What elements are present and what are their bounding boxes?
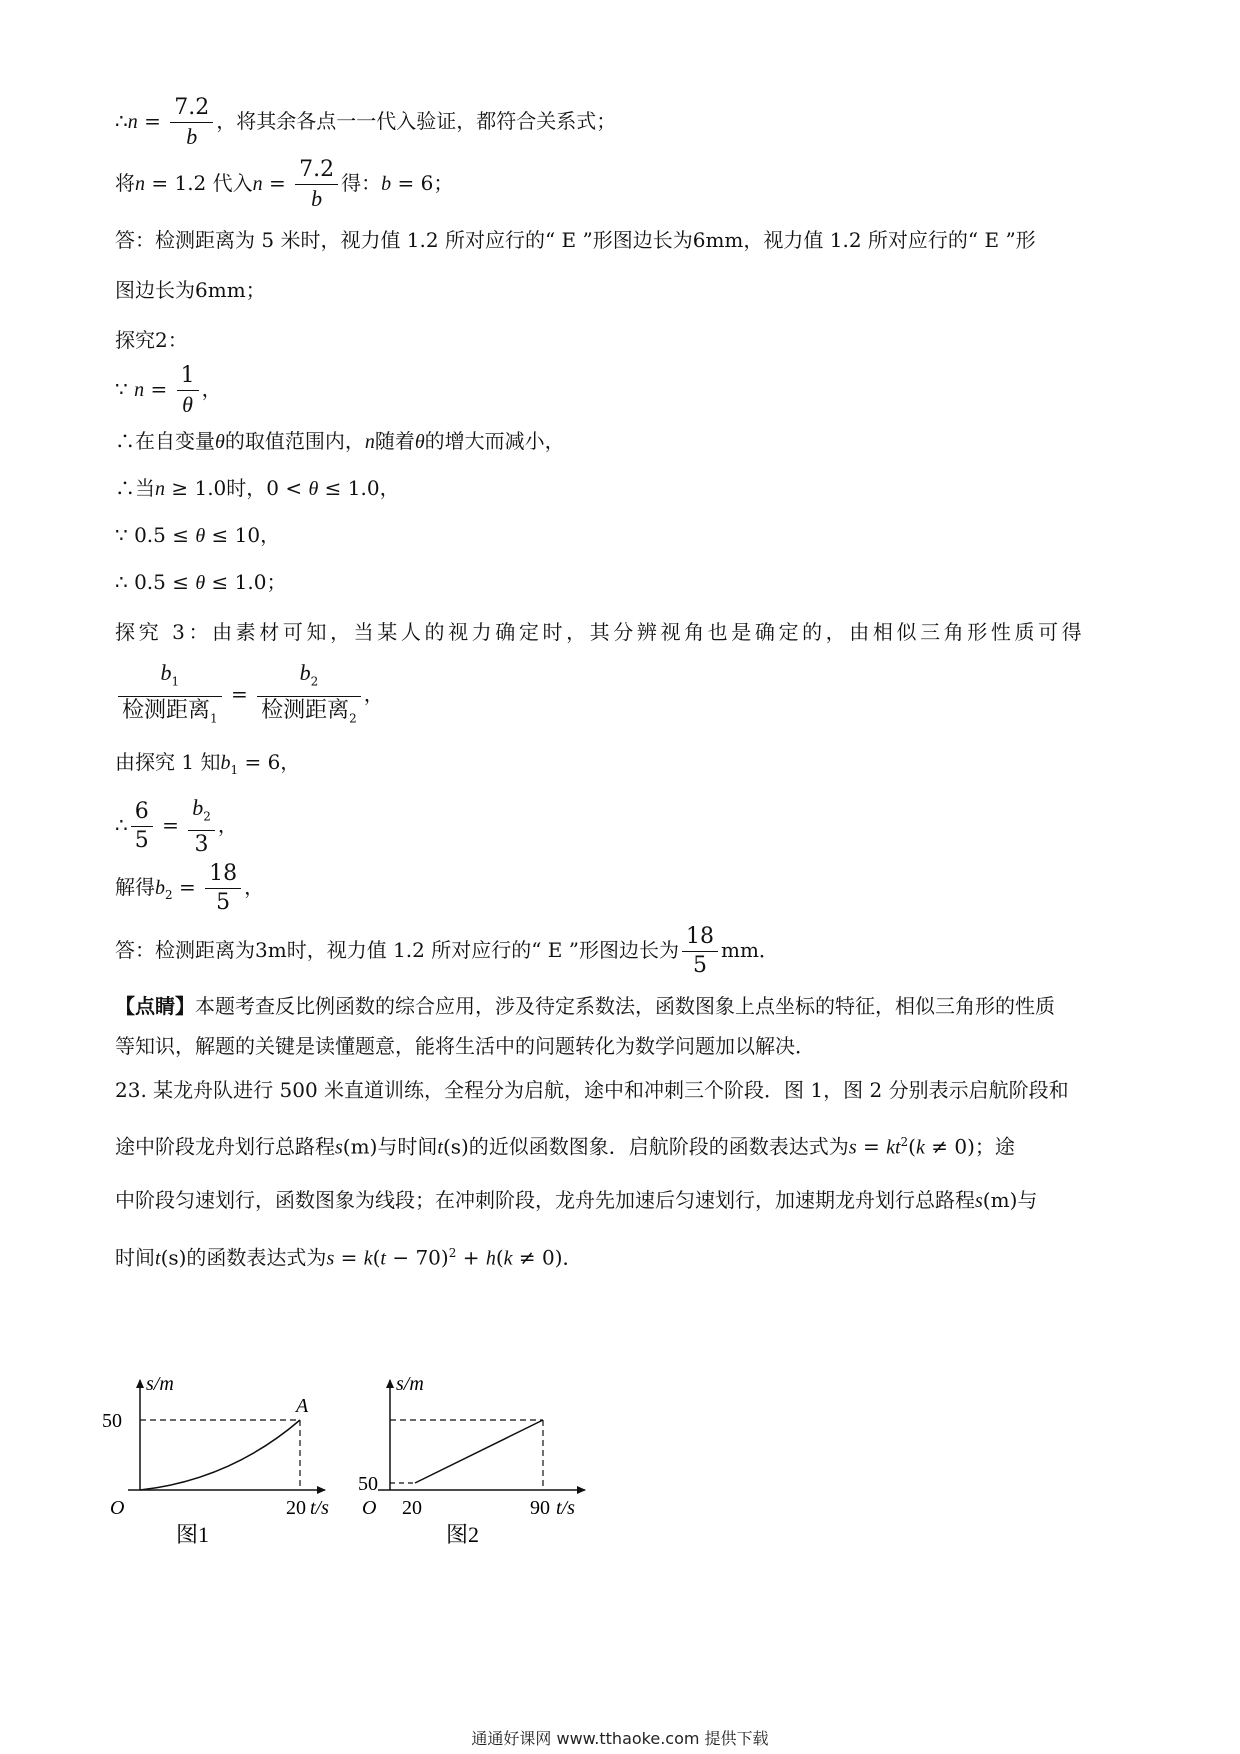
explore-2-title: 探究2： xyxy=(115,328,188,352)
fig2-caption: 图2 xyxy=(446,1522,480,1547)
explore-3-line-3: ∴ $\frac{6}{5}$ = $\frac{b_2}{3}$ ， xyxy=(115,795,238,858)
comment-label: 【点睛】 xyxy=(115,994,195,1018)
explore-2-line-5: ∴ 0.5 ≤ θ ≤ 1.0； xyxy=(115,570,287,594)
figures xyxy=(102,1373,670,1580)
fig2-origin: O xyxy=(362,1497,377,1519)
explore-2-equation: ∵ n = $\frac{1}{\theta}$ ， xyxy=(115,363,222,417)
fig2-x-tick-2: 90 xyxy=(530,1497,550,1519)
explore-3-line-4: 解得$b_2$ = $\frac{18}{5}$ ， xyxy=(115,861,265,915)
fraction: $\frac{6}{5}$ xyxy=(131,798,153,855)
explore-2-line-2: ∴在自变量θ的取值范围内，n随着θ的增大而减小， xyxy=(115,429,565,453)
question-23-line-1: 23. 某龙舟队进行 500 米直道训练，全程分为启航，途中和冲刺三个阶段．图 1，图 2 分别表示启航阶段和 xyxy=(115,1078,1069,1102)
figure-2 xyxy=(358,1373,585,1547)
answer-1: 答：检测距离为 5 米时，视力值 1.2 所对应行的“ E ”形图边长为6mm，视力值 1.2 所对应行的“ E ”形 xyxy=(115,228,1036,252)
fraction: $\frac{b_2}{检测距离_2}$ xyxy=(257,659,361,732)
comment: 【点睛】本题考查反比例函数的综合应用，涉及待定系数法，函数图象上点坐标的特征，相似三角形的性质 xyxy=(115,994,1055,1018)
fraction: $\frac{7.2}{b}$ xyxy=(170,94,213,151)
comment-continued: 等知识，解题的关键是读懂题意，能将生活中的问题转化为数学问题加以解决． xyxy=(115,1034,815,1058)
fraction: $\frac{1}{\theta}$ xyxy=(177,362,199,419)
fig2-ylabel: s/m xyxy=(396,1373,424,1395)
fig1-point-label: A xyxy=(296,1395,309,1417)
question-23-line-2: 途中阶段龙舟划行总路程s(m)与时间t(s)的近似函数图象．启航阶段的函数表达式为$s = kt^2(k \ne 0)$；途 xyxy=(115,1134,1015,1159)
figure-1 xyxy=(102,1373,329,1547)
fig2-xlabel: t/s xyxy=(556,1497,575,1519)
fig2-y-tick: 50 xyxy=(358,1473,378,1495)
fig2-x-tick-1: 20 xyxy=(402,1497,422,1519)
fraction: $\frac{18}{5}$ xyxy=(205,860,241,917)
substitution-line: 将n = 1.2 代入n = $\frac{7.2}{b}$ 得：b = 6； xyxy=(115,157,454,211)
explore-2-line-4: ∵ 0.5 ≤ θ ≤ 10， xyxy=(115,523,281,547)
fig1-origin: O xyxy=(110,1497,125,1519)
fig1-ylabel: s/m xyxy=(146,1373,174,1395)
fig1-curve xyxy=(140,1420,300,1490)
footer-watermark: 通通好课网 www.tthaoke.com 提供下载 xyxy=(471,1729,769,1748)
answer-1-continued: 图边长为6mm； xyxy=(115,278,266,302)
fraction: $\frac{7.2}{b}$ xyxy=(295,156,338,213)
explore-3-text: 探究 3：由素材可知，当某人的视力确定时，其分辨视角也是确定的，由相似三角形性质可得 xyxy=(115,620,1086,644)
fig1-x-tick: 20 xyxy=(286,1497,306,1519)
fig1-caption: 图1 xyxy=(176,1522,210,1547)
fraction: $\frac{b_1}{检测距离_1}$ xyxy=(118,659,222,732)
question-23-line-4: 时间t(s)的函数表达式为$s = k(t - 70)^2 + h(k \ne 0)$． xyxy=(115,1245,583,1270)
answer-3: 答：检测距离为3m时，视力值 1.2 所对应行的“ E ”形图边长为 $\frac{18}{5}$ mm． xyxy=(115,924,779,978)
fig1-xlabel: t/s xyxy=(310,1497,329,1519)
explore-3-line-2: 由探究 1 知$b_1 = 6$， xyxy=(115,750,301,777)
explore-2-line-3: ∴当n ≥ 1.0时，0 < θ ≤ 1.0， xyxy=(115,476,400,500)
solution-content xyxy=(115,90,1135,1278)
fraction: $\frac{b_2}{3}$ xyxy=(188,794,215,859)
fig1-y-tick: 50 xyxy=(102,1410,122,1432)
equation-n-relation: ∴n = $\frac{7.2}{b}$ ，将其余各点一一代入验证，都符合关系式； xyxy=(115,95,617,149)
fraction: $\frac{18}{5}$ xyxy=(682,923,718,980)
fig2-segment xyxy=(415,1420,543,1483)
explore-3-proportion: $\frac{b_1}{检测距离_1}$ = $\frac{b_2}{检测距离_2}$ ， xyxy=(115,658,1135,730)
question-23-line-3: 中阶段匀速划行，函数图象为线段；在冲刺阶段，龙舟先加速后匀速划行，加速期龙舟划行总路程s(m)与 xyxy=(115,1187,1038,1212)
